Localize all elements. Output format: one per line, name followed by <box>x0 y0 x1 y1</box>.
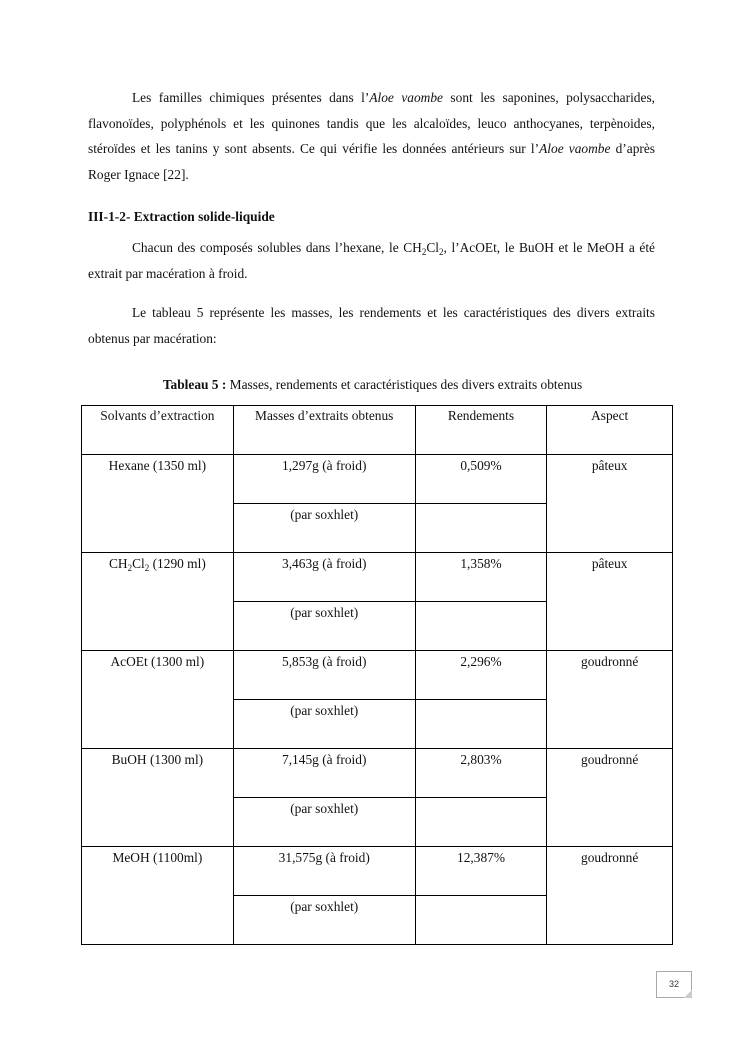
solvent-cell: AcOEt (1300 ml) <box>82 651 234 749</box>
yield-cell: 2,803% <box>415 749 547 798</box>
page-fold-icon <box>684 990 692 998</box>
mass-cold-cell: 1,297g (à froid) <box>233 455 415 504</box>
species-name: Aloe vaombe <box>369 90 443 105</box>
table-row <box>82 651 673 700</box>
species-name: Aloe vaombe <box>539 141 611 156</box>
empty-cell <box>415 602 547 651</box>
table-caption-text: Masses, rendements et caractéristiques des divers extraits obtenus <box>226 377 583 392</box>
paragraph-extraction: Chacun des composés solubles dans l’hexane, le $CH_2Cl_2$, l’AcOEt, le BuOH et le MeOH a été extrait par macération à froid. <box>88 240 655 281</box>
header-yields: Rendements <box>415 406 547 455</box>
mass-soxhlet-cell: (par soxhlet) <box>233 504 415 553</box>
paragraph-table-intro: Le tableau 5 représente les masses, les rendements et les caractéristiques des divers extraits obtenus par macération: <box>88 305 655 346</box>
yield-cell: 12,387% <box>415 847 547 896</box>
aspect-cell: goudronné <box>547 847 673 945</box>
mass-soxhlet-cell: (par soxhlet) <box>233 896 415 945</box>
solvent-cell: BuOH (1300 ml) <box>82 749 234 847</box>
header-masses: Masses d’extraits obtenus <box>233 406 415 455</box>
mass-cold-cell: 31,575g (à froid) <box>233 847 415 896</box>
mass-cold-cell: 5,853g (à froid) <box>233 651 415 700</box>
mass-cold-cell: 3,463g (à froid) <box>233 553 415 602</box>
empty-cell <box>415 504 547 553</box>
empty-cell <box>415 700 547 749</box>
solvent-cell: Hexane (1350 ml) <box>82 455 234 553</box>
table-row <box>82 455 673 504</box>
table-row <box>82 553 673 602</box>
empty-cell <box>415 896 547 945</box>
mass-soxhlet-cell: (par soxhlet) <box>233 798 415 847</box>
aspect-cell: pâteux <box>547 553 673 651</box>
table-extracts <box>81 405 673 945</box>
table-row <box>82 749 673 798</box>
table-caption <box>0 377 745 393</box>
yield-cell: 2,296% <box>415 651 547 700</box>
mass-cold-cell: 7,145g (à froid) <box>233 749 415 798</box>
aspect-cell: pâteux <box>547 455 673 553</box>
empty-cell <box>415 798 547 847</box>
page-number-box <box>656 971 692 998</box>
aspect-cell: goudronné <box>547 651 673 749</box>
yield-cell: 0,509% <box>415 455 547 504</box>
aspect-cell: goudronné <box>547 749 673 847</box>
yield-cell: 1,358% <box>415 553 547 602</box>
solvent-cell: MeOH (1100ml) <box>82 847 234 945</box>
page-number: 32 <box>668 979 679 989</box>
header-solvents: Solvants d’extraction <box>82 406 234 455</box>
table-row <box>82 847 673 896</box>
solvent-cell: $CH_2Cl_2$ (1290 ml) <box>82 553 234 651</box>
paragraph-chemical-families: Les familles chimiques présentes dans l’Aloe vaombe sont les saponines, polysaccharides, flavonoïdes, polyphénols et les quinones tandis que les alcaloïdes, leuco anthocyanes, terpènoides, stéroïdes et les tanins y sont absents. Ce qui vérifie les données antérieurs sur l’Aloe vaombe d’après Roger Ignace [22]. <box>88 90 656 182</box>
table-header-row <box>82 406 673 455</box>
header-aspect: Aspect <box>547 406 673 455</box>
mass-soxhlet-cell: (par soxhlet) <box>233 602 415 651</box>
mass-soxhlet-cell: (par soxhlet) <box>233 700 415 749</box>
table-caption-label: Tableau 5 : <box>162 377 227 392</box>
section-heading: III-1-2- Extraction solide-liquide <box>88 209 275 224</box>
